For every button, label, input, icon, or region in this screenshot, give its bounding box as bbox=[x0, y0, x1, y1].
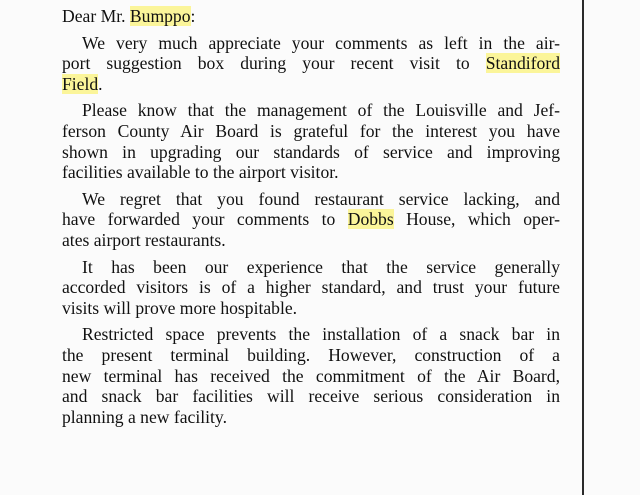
paragraph-1-line-2 bbox=[62, 53, 560, 74]
paragraph-3-line-1: We regret that you found restaurant service lacking, and bbox=[82, 188, 560, 209]
paragraph-2-line-1: Please know that the management of the Louisville and Jef- bbox=[82, 100, 560, 121]
paragraph-2-line-2: ferson County Air Board is grateful for the interest you have bbox=[62, 120, 560, 141]
highlighted-dobbs: Dobbs bbox=[347, 209, 394, 230]
letter-body bbox=[62, 6, 560, 433]
paragraph-5-line-3: new terminal has received the commitment of the Air Board, bbox=[62, 365, 560, 386]
paragraph-4-line-3: visits will prove more hospitable. bbox=[62, 297, 298, 318]
paragraph-1-line-2-text: port suggestion box during your recent visit to bbox=[62, 53, 486, 74]
highlighted-name-bumppo: Bumppo bbox=[129, 6, 191, 26]
paragraph-5-line-4: and snack bar facilities will receive serious consideration in bbox=[62, 386, 560, 407]
salutation bbox=[62, 6, 560, 27]
paragraph-4 bbox=[62, 257, 560, 319]
salutation-prefix: Dear Mr. bbox=[62, 6, 130, 26]
paragraph-4-line-1: It has been our experience that the service generally bbox=[82, 256, 560, 277]
paragraph-2 bbox=[62, 100, 560, 182]
paragraph-1-line-1: We very much appreciate your comments as left in the air- bbox=[82, 32, 560, 53]
highlighted-field: Field bbox=[62, 73, 99, 94]
paragraph-3-line-3: ates airport restaurants. bbox=[62, 229, 226, 250]
paragraph-5-line-2: the present terminal building. However, construction of a bbox=[62, 344, 560, 365]
paragraph-1 bbox=[62, 33, 560, 95]
paragraph-5-line-5: planning a new facility. bbox=[62, 406, 227, 427]
column-rule bbox=[582, 0, 584, 495]
salutation-suffix: : bbox=[190, 6, 196, 26]
paragraph-1-line-3 bbox=[62, 74, 560, 95]
paragraph-2-line-3: shown in upgrading our standards of service and improving bbox=[62, 141, 560, 162]
highlighted-standiford: Standiford bbox=[485, 53, 560, 74]
paragraph-3-line-2-text: have forwarded your comments to bbox=[62, 209, 348, 230]
paragraph-3 bbox=[62, 189, 560, 251]
paragraph-2-line-4: facilities available to the airport visitor. bbox=[62, 162, 339, 183]
paragraph-1-line-3-text: . bbox=[98, 73, 103, 94]
paragraph-3-line-2 bbox=[62, 209, 560, 230]
paragraph-4-line-2: accorded visitors is of a higher standard, and trust your future bbox=[62, 277, 560, 298]
paragraph-5 bbox=[62, 324, 560, 427]
paragraph-5-line-1: Restricted space prevents the installation of a snack bar in bbox=[82, 324, 560, 345]
paragraph-3-line-2-rest: House, which oper- bbox=[393, 209, 560, 230]
